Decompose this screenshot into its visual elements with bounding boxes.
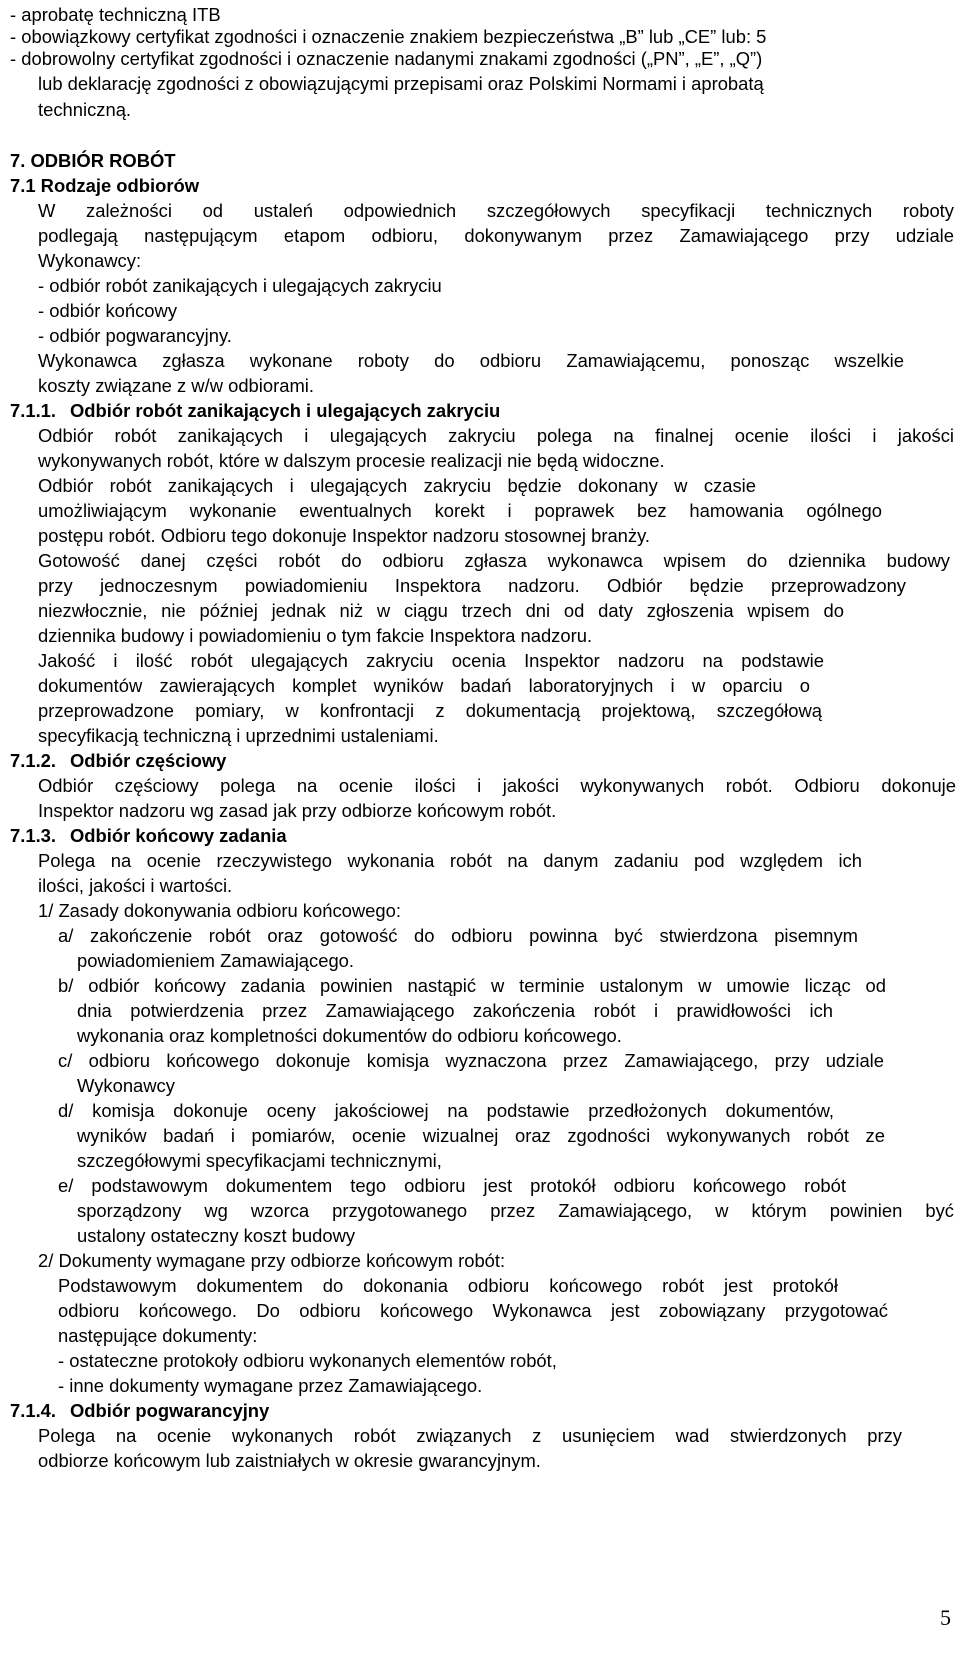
subsection-heading: Odbiór robót zanikających i ulegających zakryciu [70, 400, 501, 421]
section-heading: 7. ODBIÓR ROBÓT [10, 150, 176, 171]
list-item: - odbiór pogwarancyjny. [38, 325, 232, 346]
text-line: W zależności od ustaleń odpowiednich szczegółowych specyfikacji technicznych roboty [38, 200, 954, 221]
text-line: ilości, jakości i wartości. [38, 875, 233, 896]
list-item: - odbiór końcowy [38, 300, 178, 321]
text-line: Polega na ocenie wykonanych robót związanych z usunięciem wad stwierdzonych przy [38, 1425, 902, 1446]
list-heading: 2/ Dokumenty wymagane przy odbiorze końcowym robót: [38, 1250, 506, 1271]
text-line: następujące dokumenty: [58, 1325, 258, 1346]
text-line: Inspektor nadzoru wg zasad jak przy odbiorze końcowym robót. [38, 800, 557, 821]
list-item-cont: Wykonawcy [77, 1075, 175, 1096]
subsection-heading: Odbiór pogwarancyjny [70, 1400, 270, 1421]
text-line: dokumentów zawierających komplet wyników badań laboratoryjnych i w oparciu o [38, 675, 810, 696]
list-item-cont: dnia potwierdzenia przez Zamawiającego zakończenia robót i prawidłowości ich [77, 1000, 833, 1021]
text-line: odbioru końcowego. Do odbioru końcowego Wykonawca jest zobowiązany przygotować [58, 1300, 888, 1321]
text-line: koszty związane z w/w odbiorami. [38, 375, 314, 396]
list-item: - ostateczne protokoły odbioru wykonanych elementów robót, [58, 1350, 557, 1371]
list-item-cont: ustalony ostateczny koszt budowy [77, 1225, 356, 1246]
subsection-heading: 7.1 Rodzaje odbiorów [10, 175, 200, 196]
text-line: Odbiór robót zanikających i ulegających zakryciu polega na finalnej ocenie ilości i jakości [38, 425, 954, 446]
list-item: c/ odbioru końcowego dokonuje komisja wyznaczona przez Zamawiającego, przy udziale [58, 1050, 884, 1071]
list-item: e/ podstawowym dokumentem tego odbioru jest protokół odbioru końcowego robót [58, 1175, 846, 1196]
text-line: techniczną. [38, 99, 132, 120]
page-number: 5 [940, 1605, 951, 1630]
subsection-heading: Odbiór częściowy [70, 750, 227, 771]
text-line: - obowiązkowy certyfikat zgodności i oznaczenie znakiem bezpieczeństwa „B” lub „CE” lub: 5 [10, 26, 767, 47]
text-line: Odbiór robót zanikających i ulegających zakryciu będzie dokonany w czasie [38, 475, 756, 496]
list-item-cont: powiadomieniem Zamawiającego. [77, 950, 355, 971]
text-line: Odbiór częściowy polega na ocenie ilości i jakości wykonywanych robót. Odbioru dokonuje [38, 775, 956, 796]
list-item: - odbiór robót zanikających i ulegających zakryciu [38, 275, 442, 296]
list-item: - inne dokumenty wymagane przez Zamawiającego. [58, 1375, 483, 1396]
text-line: przy jednoczesnym powiadomieniu Inspektora nadzoru. Odbiór będzie przeprowadzony [38, 575, 906, 596]
text-line: - aprobatę techniczną ITB [10, 4, 221, 25]
text-line: podlegają następującym etapom odbioru, dokonywanym przez Zamawiającego przy udziale [38, 225, 954, 246]
text-line: niezwłocznie, nie później jednak niż w ciągu trzech dni od daty zgłoszenia wpisem do [38, 600, 844, 621]
list-heading: 1/ Zasady dokonywania odbioru końcowego: [38, 900, 401, 921]
text-line: Polega na ocenie rzeczywistego wykonania robót na danym zadaniu pod względem ich [38, 850, 862, 871]
text-line: specyfikacją techniczną i uprzednimi ustaleniami. [38, 725, 439, 746]
subsection-number: 7.1.4. [10, 1400, 57, 1421]
text-line: wykonywanych robót, które w dalszym procesie realizacji nie będą widoczne. [38, 450, 665, 471]
list-item: b/ odbiór końcowy zadania powinien nastąpić w terminie ustalonym w umowie licząc od [58, 975, 886, 996]
subsection-heading: Odbiór końcowy zadania [70, 825, 287, 846]
subsection-number: 7.1.1. [10, 400, 57, 421]
text-line: postępu robót. Odbioru tego dokonuje Inspektor nadzoru stosownej branży. [38, 525, 651, 546]
list-item-cont: szczegółowymi specyfikacjami technicznymi, [77, 1150, 442, 1171]
text-line: Gotowość danej części robót do odbioru zgłasza wykonawca wpisem do dziennika budowy [38, 550, 950, 571]
text-line: dziennika budowy i powiadomieniu o tym fakcie Inspektora nadzoru. [38, 625, 593, 646]
text-line: przeprowadzone pomiary, w konfrontacji z dokumentacją projektową, szczegółową [38, 700, 822, 721]
subsection-number: 7.1.2. [10, 750, 57, 771]
list-item: d/ komisja dokonuje oceny jakościowej na podstawie przedłożonych dokumentów, [58, 1100, 834, 1121]
text-line: odbiorze końcowym lub zaistniałych w okresie gwarancyjnym. [38, 1450, 541, 1471]
list-item-cont: sporządzony wg wzorca przygotowanego przez Zamawiającego, w którym powinien być [77, 1200, 954, 1221]
list-item-cont: wyników badań i pomiarów, ocenie wizualnej oraz zgodności wykonywanych robót ze [77, 1125, 885, 1146]
text-line: - dobrowolny certyfikat zgodności i oznaczenie nadanymi znakami zgodności („PN”, „E”, „Q”) [10, 48, 763, 69]
list-item-cont: wykonania oraz kompletności dokumentów do odbioru końcowego. [77, 1025, 622, 1046]
text-line: Podstawowym dokumentem do dokonania odbioru końcowego robót jest protokół [58, 1275, 838, 1296]
text-line: Wykonawcy: [38, 250, 142, 271]
text-line: Jakość i ilość robót ulegających zakryciu ocenia Inspektor nadzoru na podstawie [38, 650, 824, 671]
text-line: Wykonawca zgłasza wykonane roboty do odbioru Zamawiającemu, ponosząc wszelkie [38, 350, 904, 371]
list-item: a/ zakończenie robót oraz gotowość do odbioru powinna być stwierdzona pisemnym [58, 925, 858, 946]
text-line: lub deklarację zgodności z obowiązującymi przepisami oraz Polskimi Normami i aprobatą [38, 73, 764, 94]
text-line: umożliwiającym wykonanie ewentualnych korekt i poprawek bez hamowania ogólnego [38, 500, 882, 521]
subsection-number: 7.1.3. [10, 825, 57, 846]
